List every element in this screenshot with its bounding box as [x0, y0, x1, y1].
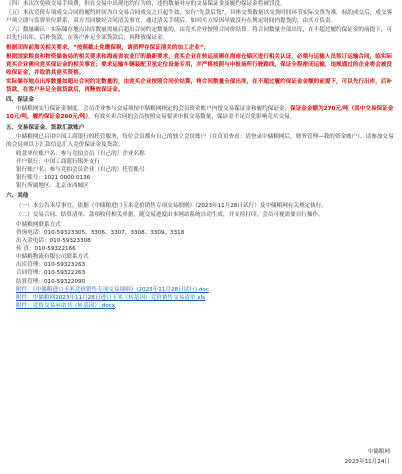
footer-date: 2023年11月24日 [344, 458, 390, 465]
attachment-link-rules[interactable]: 附件：《中储粮进口玉米竞价销售专项交易细则》(2023年11月28日试行).doc [16, 286, 209, 293]
intro-clause-4-text: （四）本次次免收交易手续费，但在交易中出现违约行为的，违约数量对应的交易保证金及履约保证金将被罚没。 [6, 1, 286, 7]
bank-line: 开户银行：中国工商银行锡外支行 [16, 158, 100, 165]
contacts-logistics-title: 中储粮物流有限公司联系方式 [16, 254, 89, 261]
footer-signature [345, 448, 390, 467]
intro-clause-4 [6, 0, 396, 8]
warning-quantity [6, 78, 396, 94]
intro-clause-5 [6, 9, 396, 25]
other-section-title: 六、其他 [6, 193, 29, 200]
account-number-line: 银行账号：1021 0000 0136 [16, 175, 91, 182]
margin-paragraph [6, 105, 396, 121]
contract-phone-line: 合同管理：010-59322263 [16, 270, 86, 277]
bank-city-line: 银行所属地区：北京市西城区 [16, 183, 89, 190]
other-clause-1: （一）本公告未尽事宜，依据《中储粮进口玉米竞价销售专项交易细则》（2023年11月28日试行）及中储粮网有关规定执行。 [16, 202, 327, 209]
out-stock-phone-line: 出库管理：010-59323263 [16, 262, 86, 269]
warning-transport [6, 53, 396, 77]
other-clause-2: （二）交易合同、结算清单、款项收付相关单据，随交易进度由本网站系统自动生成，并支持打印，会员可视需要自行操作。 [16, 211, 324, 218]
intro-clause-6-text: （六）数量确认：实际储存地点出库数量需量后超出合同约定数量的，由竞买企业按照合同价结算。将合同数量全部出库，在不超过履约保证金的前提下，可以先行出库，后补货款，在客户补足全部货款后，再释放保证金。 [6, 27, 392, 42]
margin-paragraph-lead: 中储粮网实行保证金制度，会员企业参与交易须按中储粮网指定的会员资金账户内按交易保证金和履约保证金， [16, 106, 291, 113]
warning-transport-text: 根据国家粮食和物资储备局的相关要求和海南省农业厅的最新要求，竞买企业在转运前需在海南仓储区进行相关认证，必须与运输人员签订运输合同，临实际竞买企业需向竞买保证金的相关事宜；要求运输车辆装配卫星定位设备专用，并严格按照与申报场所行驶路线，保证全程密闭运输，违规通过的企业将会被没收保证金，并取消其竞买资格。 [6, 53, 392, 76]
inout-phone-line: 出入金电话：010-59323308 [16, 237, 91, 244]
account-name-line: 银行账户名：参与竞拍会员企业（自己的）托管账号 [16, 167, 145, 174]
settlement-section-title: 五、交易保证金、货款汇款账户 [6, 124, 85, 131]
attachment-link-commitment[interactable]: 附件：竞价交易承诺书（转基因）.docx [16, 302, 116, 309]
margin-amount-highlight: 保证金金额为270元/吨（其中交易保证金10元/吨，履约保证金260元/吨） [6, 106, 394, 121]
intro-clause-5-text: （五）本次竞价专项成交合同的履约时间为自交易合同成交之日起生效，实行“先款后货”，具体交货数量以交货时间环节实际交货为准。标的成交后，成交客户须立即与监督单位联系，双方共同做好合同清关事宜，通过清关手续后，如因买方原因导致没有在规定时间内提货的，由买方负责。 [6, 10, 393, 25]
fax-line: 传 真：010-59322166 [16, 246, 76, 253]
payee-name-line: 收款单位账户名：参与竞拍会员（自己的）企业名称 [16, 150, 145, 157]
margin-paragraph-tail: 。有效买卖合同的会员按照交易要求申报交易数量，保证金不足以免影响竞买交易。 [88, 114, 296, 121]
footer-org: 中储粮网 [367, 449, 390, 455]
consult-phone-line: 咨询电话：010-59323305、3306、3307、3308、3309、3318 [16, 229, 185, 236]
margin-section-title: 四、保证金 [6, 97, 34, 104]
warning-quantity-text: 实际储存地点出库数量如超出合同约定数量的，由竞买企业按照合同价结算，将合同数量全部出库，在不超过履约保证金金额的前提下，可以先行出库，后补货款，在客户补足全部货款后，再释放保证金。 [6, 78, 392, 94]
settlement-paragraph: 中储粮网已启用中国工商银行的托管服务，每位会员都有自己的独立会员账户（在首页查看：请登录中储粮网后，财务管理—我的资金账户），请参加交易的会员须以下汇款信息汇入竞价保证金及货款。 [6, 133, 394, 148]
settlement-phone-line: 结算管理：010-59322090 [16, 278, 86, 285]
attachment-link-list[interactable]: 附件：中储粮网2023年11月28日进口玉米（转基因）竞价销售交易清单.xls [16, 294, 206, 301]
warning-customs-text: 根据闭库前海关相关要求，“按照截止免缴保税，请质押存保证清关的加工企业”； [6, 44, 210, 51]
intro-clause-6 [6, 26, 396, 42]
contacts-company-title: 中储粮网联系方式 [16, 221, 61, 228]
warning-customs [6, 44, 396, 52]
